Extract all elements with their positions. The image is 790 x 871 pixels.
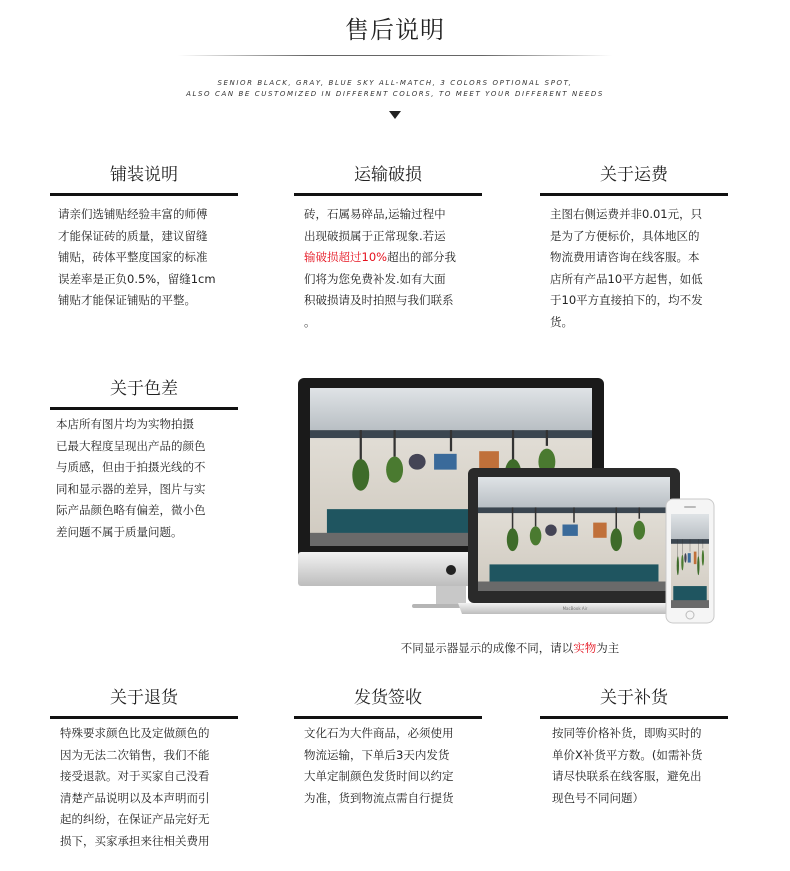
text-line: 已最大程度呈现出产品的颜色 — [56, 438, 206, 453]
text-line — [304, 247, 482, 269]
text-line: 与质感，但由于拍摄光线的不 — [56, 460, 206, 474]
text-line: 现色号不同问题） — [552, 790, 644, 805]
text-line: 主图右侧运费并非0.01元，只 — [550, 207, 703, 221]
highlight-text: 输破损超过10% — [304, 250, 388, 264]
text-line: 是为了方便标价，具体地区的 — [550, 228, 700, 243]
title-divider — [178, 55, 612, 56]
text-line: 铺贴，砖体平整度国家的标准 — [58, 250, 208, 264]
section-text — [50, 204, 238, 312]
section-text — [540, 204, 728, 333]
section-title: 关于补货 — [600, 688, 668, 708]
image-caption — [290, 640, 730, 656]
section-text — [294, 723, 482, 809]
section-bar — [540, 193, 728, 196]
section-bar — [540, 716, 728, 719]
down-arrow-icon — [389, 111, 401, 119]
caption-text: 不同显示器显示的成像不同，请以 — [400, 641, 574, 655]
text-line: 际产品颜色略有偏差，微小色 — [56, 503, 206, 517]
section-title: 运输破损 — [354, 165, 422, 185]
text-line: 本店所有图片均为实物拍摄 — [56, 417, 194, 431]
text-line: 同和显示器的差异，图片与实 — [56, 481, 206, 496]
text-line: 。 — [304, 314, 316, 329]
text-line: 们将为您免费补发.如有大面 — [304, 271, 446, 286]
laptop-brand-text: MacBook Air — [562, 606, 588, 611]
section-bar — [50, 407, 238, 410]
text-line: 请尽快联系在线客服，避免出 — [552, 769, 702, 783]
section-bar — [294, 193, 482, 196]
section-restock — [540, 683, 728, 809]
section-shipping-fee — [540, 160, 728, 333]
section-transport — [294, 160, 482, 333]
text-line: 出现破损属于正常现象.若运 — [304, 228, 446, 243]
text-line: 单价X补货平方数。(如需补货 — [552, 747, 703, 762]
text-line: 因为无法二次销售，我们不能 — [60, 747, 210, 762]
text-line: 接受退款。对于买家自己没看 — [60, 769, 210, 783]
text-line: 按同等价格补货，即购买时的 — [552, 726, 702, 740]
text-line: 店所有产品10平方起售，如低 — [550, 271, 703, 286]
english-subtitle-line-2: ALSO CAN BE CUSTOMIZED IN DIFFERENT COLORS, TO MEET YOUR DIFFERENT NEEDS — [186, 90, 604, 98]
text-line: 物流费用请咨询在线客服。本 — [550, 250, 700, 264]
section-paving — [50, 160, 238, 312]
section-text — [50, 414, 238, 543]
text-line: 大单定制颜色发货时间以约定 — [304, 769, 454, 783]
text-span: 超出的部分我 — [387, 250, 457, 264]
text-line: 物流运输，下单后3天内发货 — [304, 747, 450, 762]
text-line: 积破损请及时拍照与我们联系 — [304, 293, 454, 307]
text-line: 砖，石属易碎品,运输过程中 — [304, 207, 446, 221]
text-line: 货。 — [550, 314, 573, 329]
caption-text: 为主 — [596, 641, 620, 655]
section-color-diff — [50, 374, 238, 543]
text-line: 差问题不属于质量问题。 — [56, 524, 183, 539]
text-line: 清楚产品说明以及本声明而引 — [60, 790, 210, 805]
page-title: 售后说明 — [345, 16, 445, 44]
section-delivery — [294, 683, 482, 809]
text-line: 特殊要求颜色比及定做颜色的 — [60, 726, 210, 740]
section-title: 铺装说明 — [110, 165, 178, 185]
text-line: 起的纠纷，在保证产品完好无 — [60, 812, 210, 826]
section-title: 关于色差 — [110, 379, 178, 399]
section-returns — [50, 683, 238, 852]
devices-illustration — [290, 372, 730, 632]
section-text — [540, 723, 728, 809]
section-title: 发货签收 — [354, 688, 422, 708]
text-line: 铺贴才能保证铺贴的平整。 — [58, 293, 196, 307]
section-bar — [50, 716, 238, 719]
section-text — [50, 723, 238, 852]
section-bar — [294, 716, 482, 719]
section-title: 关于退货 — [110, 688, 178, 708]
text-line: 才能保证砖的质量，建议留缝 — [58, 228, 208, 243]
text-line: 损下，买家承担来往相关费用 — [60, 833, 210, 848]
device-mockup-image — [290, 372, 730, 632]
section-title: 关于运费 — [600, 165, 668, 185]
section-text — [294, 204, 482, 333]
text-line: 文化石为大件商品，必须使用 — [304, 726, 454, 740]
section-bar — [50, 193, 238, 196]
text-line: 误差率是正负0.5%，留缝1cm — [58, 271, 216, 286]
text-line: 为准，货到物流点需自行提货 — [304, 790, 454, 805]
text-line: 请亲们选铺贴经验丰富的师傅 — [58, 207, 208, 221]
caption-highlight: 实物 — [573, 641, 597, 655]
text-line: 于10平方直接拍下的，均不发 — [550, 293, 703, 307]
english-subtitle-line-1: SENIOR BLACK, GRAY, BLUE SKY ALL-MATCH, 3 COLORS OPTIONAL SPOT, — [217, 79, 573, 87]
